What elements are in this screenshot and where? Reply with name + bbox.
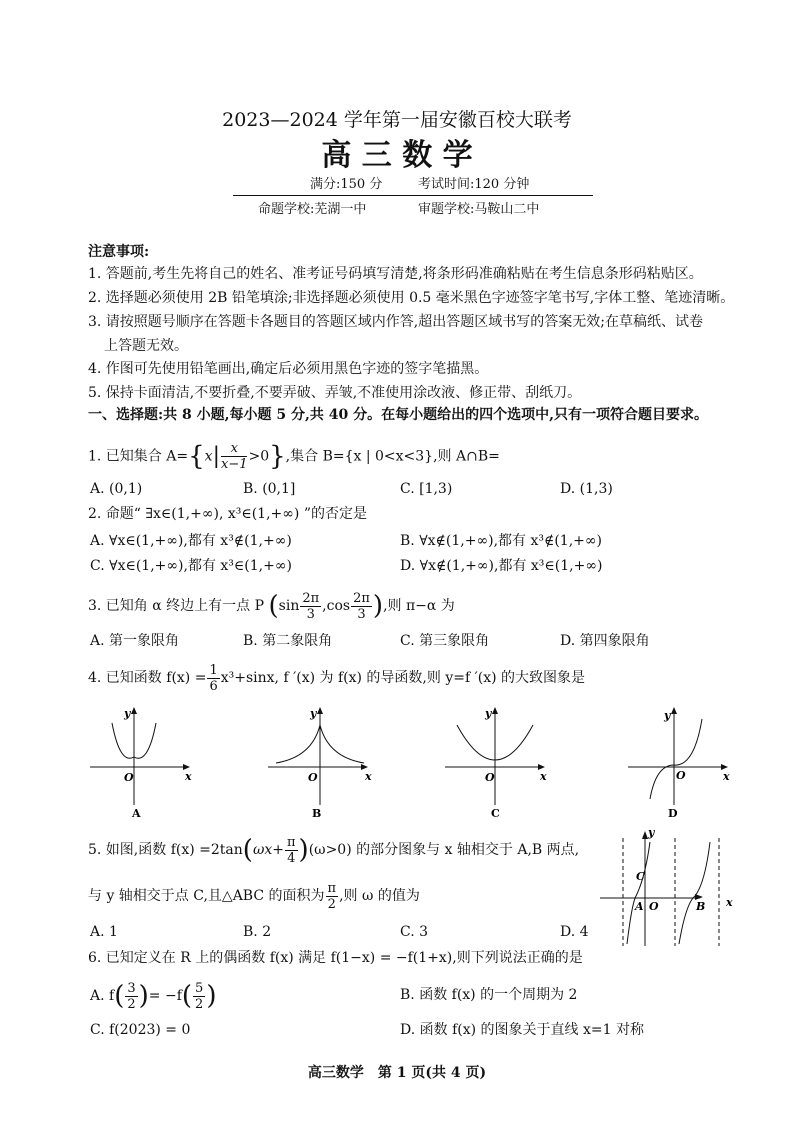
paren: ) — [298, 835, 309, 865]
exam-time: 考试时间:120 分钟 — [418, 177, 530, 192]
svg-text:x: x — [726, 896, 733, 909]
fraction: $\frac{1}{6}$ — [209, 662, 218, 694]
fraction: $\frac{x}{x-1}$ — [220, 441, 248, 472]
paren: ( — [242, 835, 253, 865]
graph-d — [628, 705, 738, 820]
header-divider — [233, 195, 593, 196]
q1-option-b: B. (0,1] — [243, 481, 296, 497]
question-2: 2. 命题“ ∃x∈(1,+∞), x³∈(1,+∞) ”的否定是 — [88, 506, 367, 522]
subject-title: 高 三 数 学 — [321, 138, 473, 173]
fraction: $\frac{2\pi}{3}$ — [353, 590, 370, 622]
note-item: 2. 选择题必须使用 2B 铅笔填涂;非选择题必须使用 0.5 毫米黑色字迹签字笔书写,字体工整、笔迹清晰。 — [88, 290, 735, 306]
q2-option-b: B. ∀x∉(1,+∞),都有 x³∉(1,+∞) — [400, 533, 603, 549]
q5-option-a: A. 1 — [90, 924, 118, 940]
svg-text:O: O — [649, 900, 659, 913]
svg-text:y: y — [648, 826, 655, 839]
paren: ) — [372, 591, 384, 621]
fraction: $\frac{5}{2}$ — [195, 980, 204, 1012]
bar: | — [212, 443, 220, 469]
fraction: $\frac{3}{2}$ — [127, 980, 136, 1012]
q1-text: >0 — [248, 448, 270, 465]
q5-option-b: B. 2 — [243, 924, 272, 940]
svg-text:A: A — [635, 900, 644, 913]
graph-a — [90, 705, 200, 820]
q6-option-d: D. 函数 f(x) 的图象关于直线 x=1 对称 — [400, 1022, 644, 1038]
paren: ) — [138, 981, 149, 1011]
brace: } — [269, 441, 286, 472]
svg-text:O: O — [676, 769, 686, 782]
q3-option-b: B. 第二象限角 — [243, 633, 333, 649]
q6-text: = −f — [148, 988, 182, 1004]
brace: { — [188, 441, 205, 472]
note-item: 上答题无效。 — [104, 338, 188, 354]
graph-b — [268, 705, 378, 820]
svg-text:y: y — [124, 707, 131, 720]
paren: ) — [206, 981, 217, 1011]
q5-option-c: C. 3 — [400, 924, 429, 940]
q2-option-a: A. ∀x∈(1,+∞),都有 x³∉(1,+∞) — [90, 533, 292, 549]
svg-text:x: x — [540, 770, 547, 783]
section-heading: 一、选择题:共 8 小题,每小题 5 分,共 40 分。在每小题给出的四个选项中,只有一项符合题目要求。 — [88, 407, 708, 423]
note-item: 4. 作图可先使用铅笔画出,确定后必须用黑色字迹的签字笔描黑。 — [88, 361, 489, 377]
graph-label-c: C — [491, 807, 500, 820]
q3-text: 3. 已知角 α 终边上有一点 P — [88, 598, 265, 614]
question-1 — [88, 441, 500, 472]
q5-text: 与 y 轴相交于点 C,且△ABC 的面积为 — [88, 888, 325, 904]
q6-text: A. f — [90, 988, 115, 1004]
graph-label-a: A — [132, 807, 141, 820]
setter-school: 命题学校:芜湖一中 — [258, 202, 367, 217]
q1-option-c: C. [1,3) — [400, 481, 453, 497]
q2-option-d: D. ∀x∉(1,+∞),都有 x³∈(1,+∞) — [400, 558, 603, 574]
svg-text:x: x — [185, 770, 192, 783]
q1-text: ,集合 B={x | 0<x<3},则 A∩B= — [285, 448, 500, 465]
fraction: $\frac{\pi}{2}$ — [327, 880, 337, 912]
q5-text: ωx+ — [252, 842, 284, 858]
notes-heading: 注意事项: — [88, 244, 150, 260]
exam-title: 2023—2024 学年第一届安徽百校大联考 — [222, 109, 572, 131]
q3-option-c: C. 第三象限角 — [400, 633, 490, 649]
paren: ( — [268, 591, 279, 621]
svg-text:C: C — [636, 870, 645, 883]
q3-text: sin — [278, 598, 300, 614]
q3-option-a: A. 第一象限角 — [90, 633, 180, 649]
q1-option-a: A. (0,1) — [90, 481, 143, 497]
tan-figure — [600, 828, 740, 948]
reviewer-school: 审题学校:马鞍山二中 — [418, 202, 540, 217]
q6-option-a — [90, 980, 216, 1012]
svg-text:x: x — [723, 770, 730, 783]
q3-text: ,cos — [322, 598, 351, 614]
question-6: 6. 已知定义在 R 上的偶函数 f(x) 满足 f(1−x) = −f(1+x),则下列说法正确的是 — [88, 950, 583, 966]
graph-c — [445, 705, 555, 820]
fraction: $\frac{2\pi}{3}$ — [302, 590, 320, 622]
q1-var: x — [204, 448, 213, 465]
q1-option-d: D. (1,3) — [560, 481, 613, 497]
svg-text:O: O — [308, 771, 318, 784]
question-3 — [88, 590, 455, 622]
question-5 — [88, 834, 579, 866]
svg-text:y: y — [485, 707, 492, 720]
svg-text:x: x — [365, 770, 372, 783]
q5-text: ,则 ω 的值为 — [339, 888, 420, 904]
graph-label-b: B — [312, 807, 322, 820]
page-footer: 高三数学 第 1 页(共 4 页) — [307, 1065, 487, 1081]
fraction: $\frac{\pi}{4}$ — [287, 834, 296, 866]
svg-text:O: O — [485, 771, 495, 784]
svg-text:B: B — [696, 900, 706, 913]
svg-text:O: O — [124, 771, 134, 784]
question-4 — [88, 662, 585, 694]
q4-text: x³+sinx, f ′(x) 为 f(x) 的导函数,则 y=f ′(x) 的大致图象是 — [220, 670, 586, 686]
note-item: 1. 答题前,考生先将自己的姓名、准考证号码填写清楚,将条形码准确粘贴在考生信息条形码粘贴区。 — [88, 266, 703, 282]
q6-option-b: B. 函数 f(x) 的一个周期为 2 — [400, 987, 578, 1003]
svg-text:y: y — [310, 707, 317, 720]
q3-option-d: D. 第四象限角 — [560, 633, 650, 649]
note-item: 5. 保持卡面清洁,不要折叠,不要弄破、弄皱,不准使用涂改液、修正带、刮纸刀。 — [88, 385, 582, 401]
q5-text: (ω>0) 的部分图象与 x 轴相交于 A,B 两点, — [308, 842, 580, 858]
q4-text: 4. 已知函数 f(x) = — [88, 670, 207, 686]
q5-text: 5. 如图,函数 f(x) =2tan — [88, 842, 243, 858]
q1-text: 1. 已知集合 A= — [88, 448, 189, 465]
paren: ( — [181, 981, 193, 1011]
q5-option-d: D. 4 — [560, 924, 589, 940]
svg-text:y: y — [664, 709, 671, 722]
graph-label-d: D — [668, 807, 678, 820]
q6-option-c: C. f(2023) = 0 — [90, 1022, 191, 1038]
note-item: 3. 请按照题号顺序在答题卡各题目的答题区域内作答,超出答题区域书写的答案无效;在草稿纸、试卷 — [88, 314, 703, 330]
q3-text: ,则 π−α 为 — [383, 598, 455, 614]
q2-option-c: C. ∀x∈(1,+∞),都有 x³∈(1,+∞) — [90, 558, 292, 574]
paren: ( — [114, 981, 125, 1011]
question-5-cont — [88, 880, 420, 912]
full-score: 满分:150 分 — [310, 177, 383, 192]
